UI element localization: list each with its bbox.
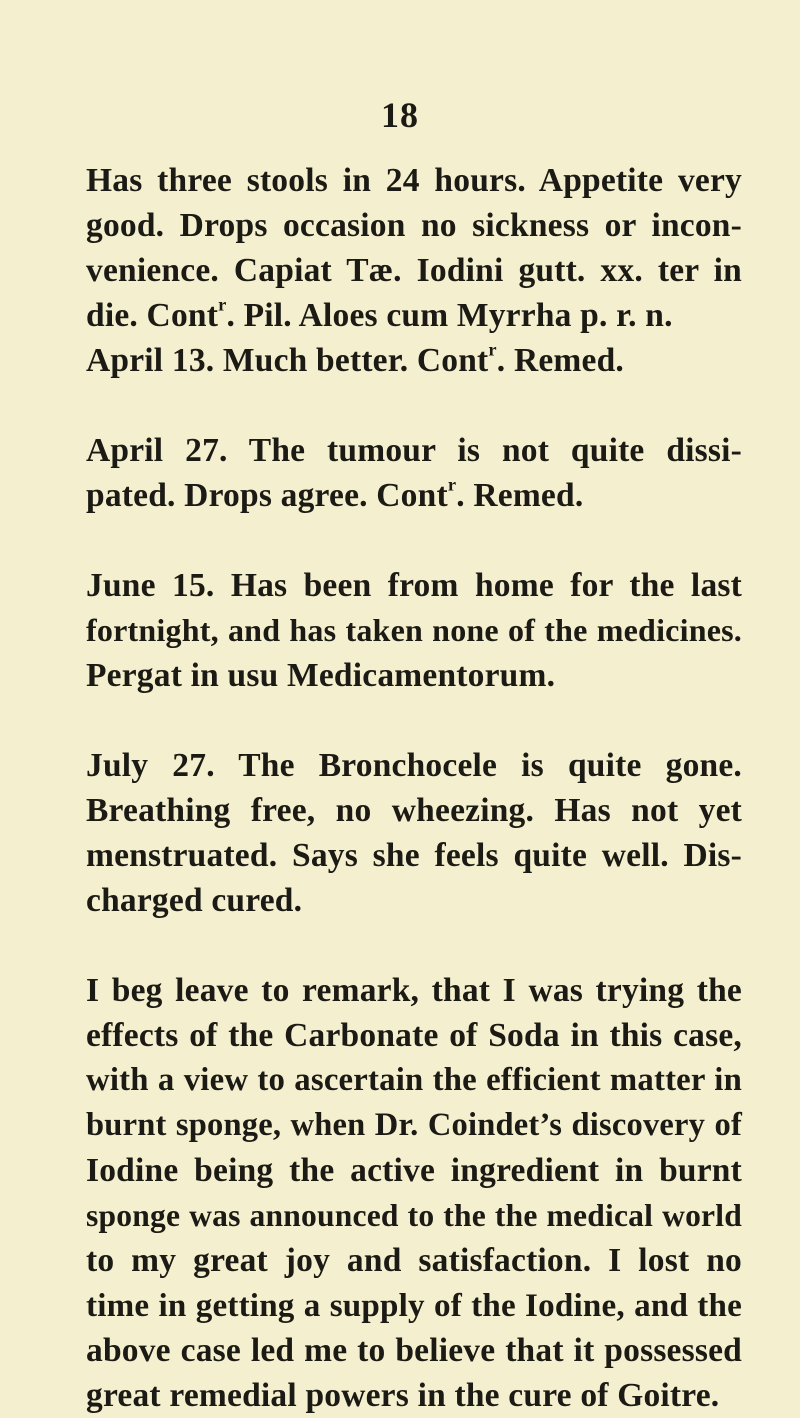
text-line: charged cured. — [86, 882, 303, 919]
text-fragment: . Remed. — [456, 477, 584, 514]
paragraph-1 — [86, 158, 742, 338]
text-line: Iodine being the active ingredient in burnt — [86, 1152, 742, 1189]
page-number: 18 — [381, 95, 419, 135]
text-line: venience. Capiat Tæ. Iodini gutt. xx. ter in — [86, 252, 742, 289]
text-line: Breathing free, no wheezing. Has not yet — [86, 792, 742, 829]
text-line: burnt sponge, when Dr. Coindet’s discovery of — [86, 1107, 742, 1143]
paragraph-6 — [86, 968, 742, 1418]
paragraph-3 — [86, 428, 742, 518]
text-line — [86, 338, 742, 383]
superscript: r — [218, 294, 227, 315]
superscript: r — [488, 339, 497, 360]
text-line: fortnight, and has taken none of the medicines. — [86, 612, 742, 648]
text-line: above case led me to believe that it possessed — [86, 1332, 742, 1369]
text-line: to my great joy and satisfaction. I lost no — [86, 1242, 742, 1279]
text-line: April 27. The tumour is not quite dissi- — [86, 432, 742, 469]
text-line: menstruated. Says she feels quite well. Dis- — [86, 837, 742, 874]
text-fragment: . Remed. — [496, 342, 624, 379]
paragraph-5 — [86, 743, 742, 923]
paragraph-4 — [86, 563, 742, 698]
text-line — [86, 473, 742, 518]
text-line: I beg leave to remark, that I was trying the — [86, 972, 742, 1009]
text-line — [86, 293, 742, 338]
text-fragment: pated. Drops agree. Cont — [86, 477, 448, 514]
paragraph-2 — [86, 338, 742, 383]
text-line: good. Drops occasion no sickness or incon- — [86, 207, 742, 244]
text-line: with a view to ascertain the efficient matter in — [86, 1062, 742, 1098]
text-line: time in getting a supply of the Iodine, and the — [86, 1287, 742, 1324]
text-line: sponge was announced to the the medical world — [86, 1198, 742, 1233]
text-line: June 15. Has been from home for the last — [86, 567, 742, 604]
text-line: Pergat in usu Medicamentorum. — [86, 657, 556, 694]
text-line: great remedial powers in the cure of Goitre. — [86, 1377, 720, 1414]
text-line: July 27. The Bronchocele is quite gone. — [86, 747, 742, 784]
superscript: r — [447, 474, 457, 495]
text-fragment: die. Cont — [86, 297, 219, 334]
text-fragment: . Pil. Aloes cum Myrrha p. r. n. — [226, 297, 673, 334]
text-fragment: April 13. Much better. Cont — [86, 342, 489, 379]
text-line: Has three stools in 24 hours. Appetite very — [86, 162, 742, 199]
text-line: effects of the Carbonate of Soda in this case, — [86, 1017, 742, 1054]
